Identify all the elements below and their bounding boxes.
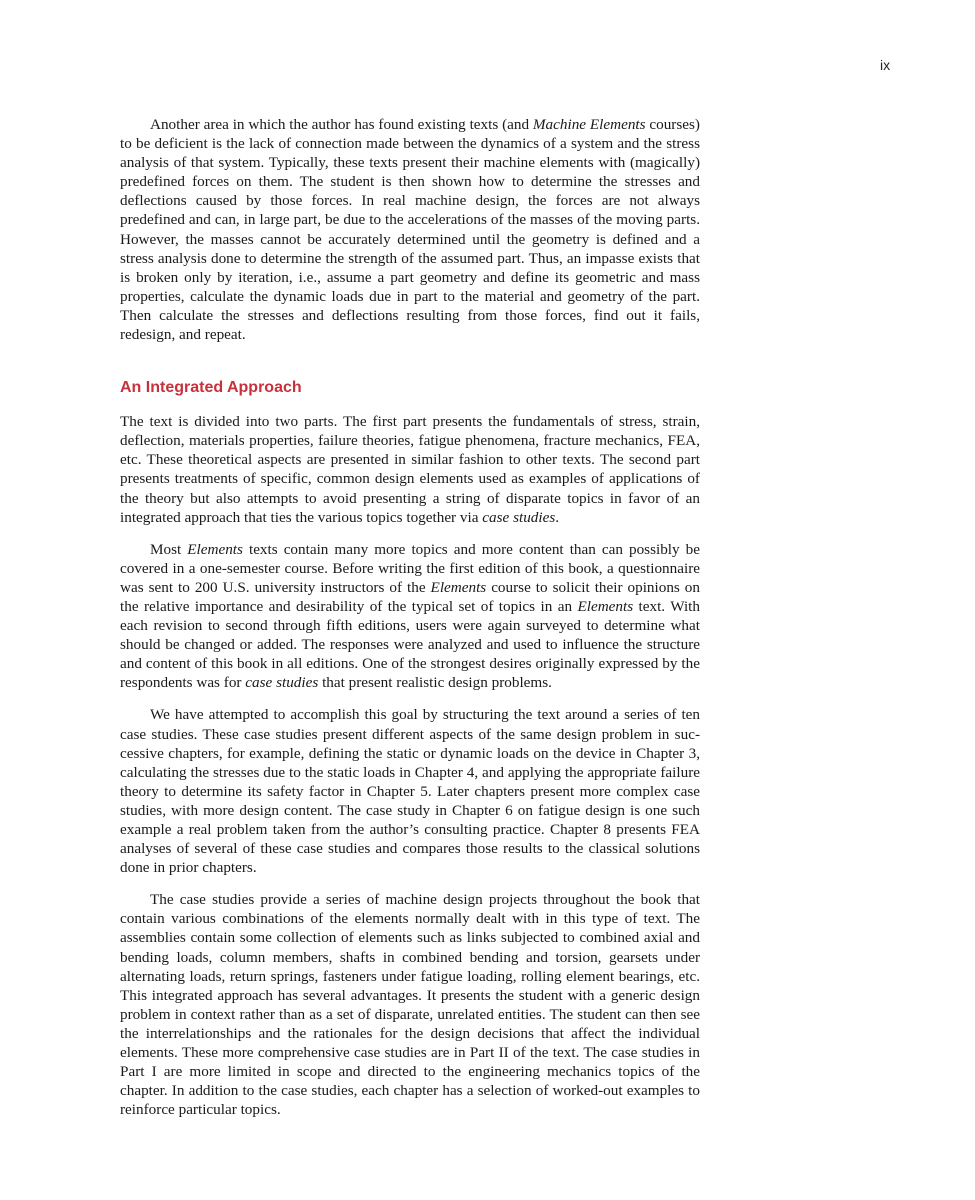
section-body [120, 412, 700, 1119]
body-paragraph [120, 412, 700, 527]
text-run: courses) to be deficient is the lack of connection made between the dynamics of a system and the stress analysis of that system. Typically, these texts present their machine elements with (magically) predefined forces on them. The student is then shown how to determine the stresses and deflections caused by those forces. In real machine design, the forces are not always predefined and can, in large part, be due to the accelerations of the masses of the moving parts. However, the masses cannot be accurately determined until the geometry is defined and a stress analysis done to determine the strength of the assumed part. Thus, an impasse exists that is broken only by iteration, i.e., assume a part geometry and define its geometric and mass properties, calculate the dynamic loads due in part to the material and geometry of the part. Then calculate the stresses and deflections resulting from those forces, find out it fails, redesign, and repeat. [120, 116, 700, 344]
italic-text-run: Elements [577, 597, 634, 615]
text-run: The case studies provide a series of machine design projects throughout the book that contain various combinations of the elements normally dealt with in this type of text. The assemblies contain some collection of elements such as links subjected to combined axial and bending loads, column members, shafts in combined bending and torsion, gearsets under alternating loads, return springs, fasteners under fatigue loading, rolling element bearings, etc. This integrated approach has several advantages. It presents the student with a generic design problem in context rather than as a set of disparate, unrelated entities. The student can then see the interrelationships and the rationales for the design decisions that affect the individual elements. These more comprehensive case studies are in Part II of the text. The case studies in Part I are more limited in scope and directed to the engineering mechanics topics of the chapter. In addition to the case studies, each chapter has a selection of worked-out examples to reinforce particular topics. [120, 891, 700, 1119]
text-run: texts contain many more topics and more content than can possibly be covered in a one-semester course. Before writing the first edition of this book, a questionnaire was sent to 200 U.S. university instructors of the [120, 540, 700, 596]
text-run: course to solicit their opinions on the relative importance and desirability of the typical set of topics in an [120, 578, 700, 615]
text-run: text. With each revision to second through fifth editions, users were again surveyed to determine what should be changed or added. The responses were analyzed and used to influence the structure and content of this book in all editions. One of the strongest desires originally expressed by the respondents was for [120, 597, 700, 692]
text-run: that present realistic design problems. [318, 674, 552, 692]
body-paragraph [120, 540, 700, 693]
intro-paragraph [120, 115, 700, 344]
page-body [120, 115, 700, 1119]
text-run: The text is divided into two parts. The first part presents the fundamentals of stress, strain, deflection, materials properties, failure theories, fatigue phenomena, fracture mechanics, FEA, etc. These theoretical aspects are presented in similar fashion to other texts. The second part presents treatments of specific, common design elements used as examples of applications of the theory but also attempts to avoid presenting a string of disparate topics in favor of an integrated approach that ties the various topics together via [120, 413, 700, 526]
italic-text-run: Machine Elements [532, 116, 646, 133]
italic-text-run: Elements [430, 578, 487, 596]
text-run: Another area in which the author has found existing texts (and [150, 116, 533, 133]
text-run: . [555, 508, 560, 526]
italic-text-run: case studies [245, 674, 319, 692]
text-run: We have attempted to accomplish this goal by structuring the text around a series of ten case studies. These case studies present different aspects of the same design problem in successive chapters, for example, defining the static or dynamic loads on the device in Chapter 3, calculating the stresses due to the static loads in Chapter 4, and applying the appropriate failure theory to determine its safety factor in Chapter 5. Later chapters present more complex case studies, with more design content. The case study in Chapter 6 on fatigue design is one such example a real problem taken from the author’s consulting practice. Chapter 8 presents FEA analyses of several of these case studies and compares those results to the classical solutions done in prior chapters. [120, 706, 700, 877]
italic-text-run: Elements [187, 540, 243, 558]
text-run: Most [150, 540, 188, 558]
italic-text-run: case studies [482, 508, 556, 526]
body-paragraph [120, 890, 700, 1119]
section-heading: An Integrated Approach [120, 379, 302, 397]
page-number: ix [880, 57, 891, 73]
body-paragraph [120, 705, 700, 877]
